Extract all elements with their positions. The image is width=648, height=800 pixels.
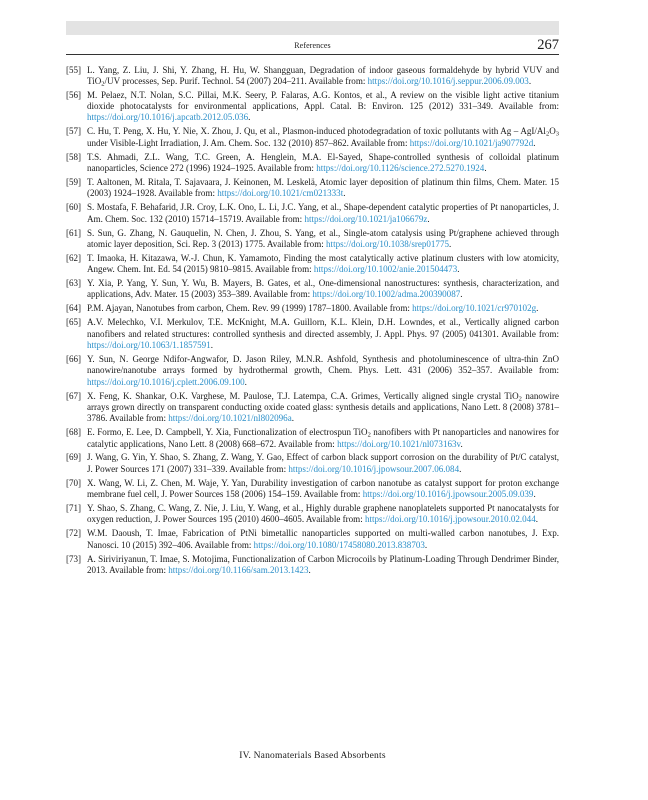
reference-text: A.V. Melechko, V.I. Merkulov, T.E. McKnight, M.A. Guillorn, K.L. Klein, D.H. Lowndes, et al., Vertically aligned carbon nanofibers and related structures: controlled synthesis and directed assembly, J. Appl. Phys. 97 (2005) 041301. Available from: xyxy=(87,317,559,339)
reference-text: E. Formo, E. Lee, D. Campbell, Y. Xia, Functionalization of electrospun TiO$_2$ nanofibers with Pt nanoparticles and nanowires for catalytic applications, Nano Lett. 8 (2008) 668–672. Available from: xyxy=(87,427,560,449)
page-number: 267 xyxy=(537,37,559,53)
reference-number: [57] xyxy=(66,126,82,137)
reference-item xyxy=(66,503,559,526)
reference-tail: . xyxy=(449,238,452,249)
reference-number: [64] xyxy=(66,303,82,314)
reference-number: [67] xyxy=(66,390,82,401)
reference-text: M. Pelaez, N.T. Nolan, S.C. Pillai, M.K. Seery, P. Falaras, A.G. Kontos, et al., A review on the visible light active titanium dioxide photocatalysts for environmental applications, Appl. Catal. B: Environ. 125 (2012) 331–349. Available from: xyxy=(87,89,559,112)
reference-text: T.S. Ahmadi, Z.L. Wang, T.C. Green, A. Henglein, M.A. El-Sayed, Shape-controlled synthesis of colloidal platinum nanoparticles, Science 272 (1996) 1924–1925. Available from: xyxy=(87,151,559,174)
reference-number: [73] xyxy=(66,553,82,564)
reference-item xyxy=(66,317,559,351)
reference-doi-link[interactable]: https://doi.org/10.1016/j.seppur.2006.09.003 xyxy=(367,75,529,86)
reference-tail: . xyxy=(427,213,430,224)
reference-item xyxy=(66,303,559,314)
reference-tail: . xyxy=(244,376,247,387)
reference-text: X. Wang, W. Li, Z. Chen, M. Waje, Y. Yan, Durability investigation of carbon nanotube as catalyst support for proton exchange membrane fuel cell, J. Power Sources 158 (2006) 154–159. Available from: xyxy=(87,477,559,500)
reference-item xyxy=(66,228,559,251)
reference-text: Y. Shao, S. Zhang, C. Wang, Z. Nie, J. Liu, Y. Wang, et al., Highly durable graphene nanoplatelets supported Pt nanocatalysts for oxygen reduction, J. Power Sources 195 (2010) 4600–4605. Available from: xyxy=(87,503,559,525)
reference-number: [60] xyxy=(66,202,82,213)
reference-item xyxy=(66,177,559,200)
reference-tail: . xyxy=(459,463,462,474)
reference-item xyxy=(66,354,559,388)
reference-doi-link[interactable]: https://doi.org/10.1021/cm021333t xyxy=(217,188,344,199)
reference-number: [65] xyxy=(66,317,82,328)
reference-tail: . xyxy=(533,489,536,500)
part-title-footer: IV. Nanomaterials Based Absorbents xyxy=(239,751,386,761)
reference-tail: . xyxy=(291,413,294,424)
reference-tail: . xyxy=(535,514,538,525)
reference-number: [70] xyxy=(66,477,82,488)
reference-text: S. Mostafa, F. Behafarid, J.R. Croy, L.K. Ono, L. Li, J.C. Yang, et al., Shape-dependent catalytic properties of Pt nanoparticles, J. Am. Chem. Soc. 132 (2010) 15714–15719. Available from: xyxy=(87,202,559,224)
reference-text: X. Feng, K. Shankar, O.K. Varghese, M. Paulose, T.J. Latempa, C.A. Grimes, Vertically aligned single crystal TiO$_2$ nanowire arrays grown directly on transparent conducting oxide coated glass: synthesis details and applications, Nano Lett. 8 (2008) 3781–3786. Available from: xyxy=(87,390,559,424)
reference-number: [72] xyxy=(66,528,82,539)
reference-doi-link[interactable]: https://doi.org/10.1016/j.apcatb.2012.05.036 xyxy=(87,112,249,123)
reference-doi-link[interactable]: https://doi.org/10.1063/1.1857591 xyxy=(87,340,211,350)
reference-item xyxy=(66,126,559,149)
reference-text: S. Sun, G. Zhang, N. Gauquelin, N. Chen, J. Zhou, S. Yang, et al., Single-atom catalysis using Pt/graphene achieved through atomic layer deposition, Sci. Rep. 3 (2013) 1775. Available from: xyxy=(87,227,559,249)
reference-number: [56] xyxy=(66,89,82,100)
reference-number: [61] xyxy=(66,227,82,238)
reference-item xyxy=(66,528,559,551)
reference-number: [59] xyxy=(66,176,82,187)
reference-tail: . xyxy=(536,303,539,314)
reference-item xyxy=(66,278,559,301)
reference-tail: . xyxy=(460,438,463,449)
reference-text: C. Hu, T. Peng, X. Hu, Y. Nie, X. Zhou, J. Qu, et al., Plasmon-induced photodegradation of toxic pollutants with Ag – AgI/$Al_2O_3$ under Visible-Light Irradiation, J. Am. Chem. Soc. 132 (2010) 857–862. Available from: xyxy=(87,126,559,148)
reference-item xyxy=(66,391,559,425)
header-rule xyxy=(66,54,559,55)
reference-item xyxy=(66,90,559,124)
reference-doi-link[interactable]: https://doi.org/10.1016/j.jpowsour.2007.06.084 xyxy=(288,463,460,474)
reference-item xyxy=(66,65,559,88)
reference-text: W.M. Daoush, T. Imae, Fabrication of PtNi bimetallic nanoparticles supported on multi-walled carbon nanotubes, J. Exp. Nanosci. 10 (2015) 392–406. Available from: xyxy=(87,528,559,550)
reference-text: L. Yang, Z. Liu, J. Shi, Y. Zhang, H. Hu, W. Shangguan, Degradation of indoor gaseous formaldehyde by hybrid VUV and TiO$_2$/UV processes, Sep. Purif. Technol. 54 (2007) 204–211. Available from: xyxy=(87,64,559,88)
reference-doi-link[interactable]: https://doi.org/10.1016/j.jpowsour.2005.09.039 xyxy=(362,489,534,500)
reference-number: [71] xyxy=(66,503,82,514)
header-bar xyxy=(66,21,559,35)
reference-item xyxy=(66,152,559,175)
reference-text: Y. Xia, P. Yang, Y. Sun, Y. Wu, B. Mayers, B. Gates, et al., One-dimensional nanostructures: synthesis, characterization, and applications, Adv. Mater. 15 (2003) 353–389. Available from: xyxy=(87,278,559,300)
reference-number: [68] xyxy=(66,427,82,438)
reference-doi-link[interactable]: https://doi.org/10.1021/nl073163v xyxy=(337,438,461,449)
reference-doi-link[interactable]: https://doi.org/10.1021/cr970102g xyxy=(412,303,537,314)
reference-doi-link[interactable]: https://doi.org/10.1016/j.jpowsour.2010.02.044 xyxy=(364,514,536,525)
reference-tail: . xyxy=(308,564,311,575)
reference-number: [55] xyxy=(66,64,82,75)
reference-doi-link[interactable]: https://doi.org/10.1021/ja106679z xyxy=(304,213,428,224)
reference-doi-link[interactable]: https://doi.org/10.1021/ja907792d xyxy=(409,137,534,148)
reference-list xyxy=(66,65,559,579)
reference-doi-link[interactable]: https://doi.org/10.1002/adma.200390087 xyxy=(312,289,461,300)
running-title: References xyxy=(294,41,331,50)
reference-text: P.M. Ajayan, Nanotubes from carbon, Chem. Rev. 99 (1999) 1787–1800. Available from: xyxy=(87,303,413,314)
reference-doi-link[interactable]: https://doi.org/10.1080/17458080.2013.838703 xyxy=(253,539,425,550)
reference-text: Y. Sun, N. George Ndifor-Angwafor, D. Jason Riley, M.N.R. Ashfold, Synthesis and photoluminescence of ultra-thin ZnO nanowire/nanotube arrays formed by hydrothermal growth, Chem. Phys. Lett. 431 (2006) 352–357. Available from: xyxy=(87,353,559,376)
reference-tail: . xyxy=(210,340,213,350)
reference-item xyxy=(66,253,559,276)
reference-item xyxy=(66,427,559,450)
reference-doi-link[interactable]: https://doi.org/10.1002/anie.201504473 xyxy=(313,264,458,275)
reference-text: T. Aaltonen, M. Ritala, T. Sajavaara, J. Keinonen, M. Leskelä, Atomic layer deposition of platinum thin films, Chem. Mater. 15 (2003) 1924–1928. Available from: xyxy=(87,176,559,199)
reference-number: [58] xyxy=(66,151,82,162)
reference-tail: . xyxy=(424,539,428,550)
reference-tail: . xyxy=(457,264,460,275)
running-head xyxy=(66,38,559,54)
reference-number: [69] xyxy=(66,452,82,463)
reference-tail: . xyxy=(248,112,251,123)
reference-tail: . xyxy=(533,137,536,148)
reference-item xyxy=(66,202,559,225)
reference-number: [62] xyxy=(66,252,82,263)
reference-doi-link[interactable]: https://doi.org/10.1021/nl802096a xyxy=(168,413,292,424)
reference-doi-link[interactable]: https://doi.org/10.1166/sam.2013.1423 xyxy=(168,564,309,575)
reference-tail: . xyxy=(484,163,487,174)
reference-text: A. Siriviriyanun, T. Imae, S. Motojima, Functionalization of Carbon Microcoils by Platinum-Loading Through Dendrimer Binder, 2013. Available from: xyxy=(87,553,559,575)
reference-number: [66] xyxy=(66,353,82,364)
reference-doi-link[interactable]: https://doi.org/10.1038/srep01775 xyxy=(326,238,450,249)
reference-item xyxy=(66,554,559,577)
reference-doi-link[interactable]: https://doi.org/10.1016/j.cplett.2006.09.100 xyxy=(87,376,245,387)
reference-doi-link[interactable]: https://doi.org/10.1126/science.272.5270.1924 xyxy=(316,163,485,174)
reference-item xyxy=(66,478,559,501)
reference-tail: . xyxy=(528,75,532,86)
reference-item xyxy=(66,452,559,475)
reference-tail: . xyxy=(343,188,346,199)
reference-text: T. Imaoka, H. Kitazawa, W.-J. Chun, K. Yamamoto, Finding the most catalytically active platinum clusters with low atomicity, Angew. Chem. Int. Ed. 54 (2015) 9810–9815. Available from: xyxy=(87,252,559,275)
reference-number: [63] xyxy=(66,278,82,289)
reference-text: J. Wang, G. Yin, Y. Shao, S. Zhang, Z. Wang, Y. Gao, Effect of carbon black support corrosion on the durability of Pt/C catalyst, J. Power Sources 171 (2007) 331–339. Available from: xyxy=(87,452,559,474)
reference-tail: . xyxy=(460,289,463,300)
